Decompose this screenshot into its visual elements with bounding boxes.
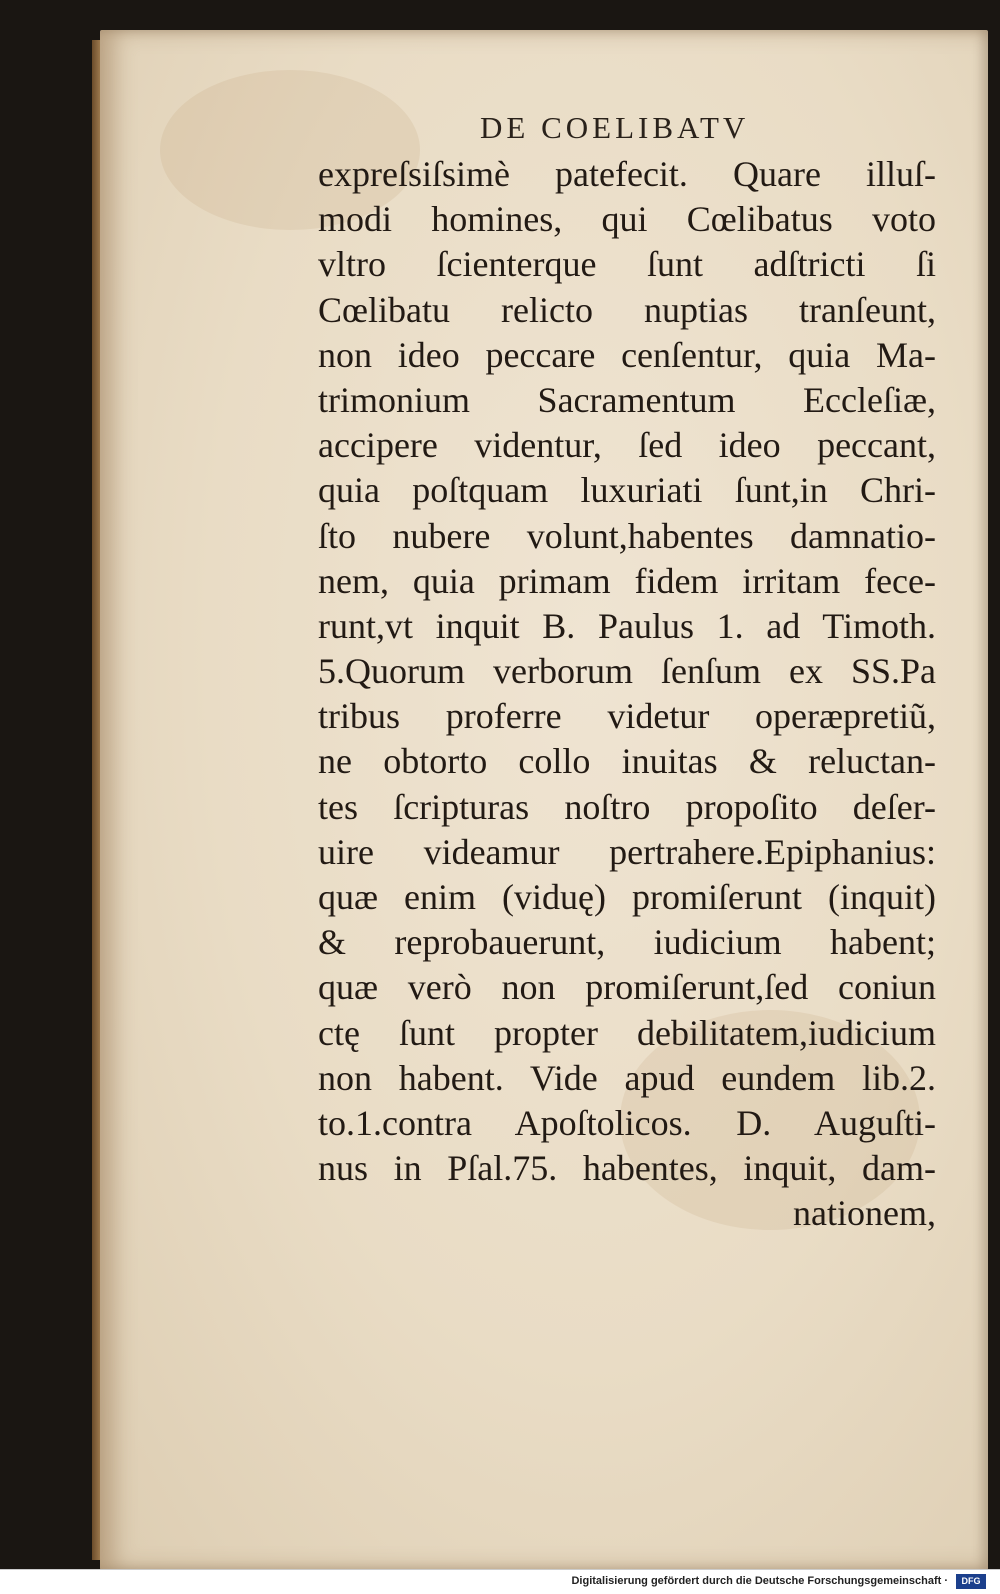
text-line: uire videamur pertrahere.Epiphanius: — [318, 831, 936, 872]
text-line: quæ verò non promiſerunt,ſed coniun — [318, 967, 936, 1008]
running-head: DE COELIBATV — [480, 110, 750, 145]
text-line: Cœlibatu relicto nuptias tranſeunt, — [318, 289, 936, 330]
text-line: expreſsiſsimè patefecit. Quare illuſ- — [318, 154, 936, 194]
text-line: quæ enim (viduę) promiſerunt (inquit) — [318, 877, 936, 917]
text-line: ſto nubere volunt,habentes damnatio- — [318, 515, 936, 556]
text-line: & reprobauerunt, iudicium habent; — [318, 922, 936, 963]
dfg-logo: DFG — [956, 1574, 986, 1589]
text-line: nem, quia primam fidem irritam fece- — [318, 560, 936, 601]
text-line: to.1.contra Apoſtolicos. D. Auguſti- — [318, 1102, 936, 1143]
text-line: nus in Pſal.75. habentes, inquit, dam- — [318, 1148, 936, 1189]
text-line: runt,vt inquit B. Paulus 1. ad Timoth. — [318, 605, 936, 646]
text-line: vltro ſcienterque ſunt adſtricti ſi — [318, 244, 936, 285]
text-line: modi homines, qui Cœlibatus voto — [318, 199, 936, 240]
text-line: quia poſtquam luxuriati ſunt,in Chri- — [318, 470, 936, 511]
text-line: ne obtorto collo inuitas & reluctan- — [318, 741, 936, 782]
text-block — [318, 152, 936, 1237]
funding-credit: Digitalisierung gefördert durch die Deutsche Forschungsgemeinschaft · — [571, 1575, 948, 1587]
text-line: tes ſcripturas noſtro propoſito deſer- — [318, 786, 936, 827]
text-line: non ideo peccare cenſentur, quia Ma- — [318, 334, 936, 375]
text-line: tribus proferre videtur operæpretiũ, — [318, 696, 936, 737]
catchword: nationem, — [793, 1193, 936, 1234]
text-line: 5.Quorum verborum ſenſum ex SS.Pa — [318, 651, 936, 692]
text-line: non habent. Vide apud eundem lib.2. — [318, 1057, 936, 1098]
funding-footer — [0, 1569, 1000, 1594]
text-line: ctę ſunt propter debilitatem,iudicium — [318, 1012, 936, 1053]
text-line: accipere videntur, ſed ideo peccant, — [318, 425, 936, 466]
text-line: trimonium Sacramentum Eccleſiæ, — [318, 379, 936, 420]
